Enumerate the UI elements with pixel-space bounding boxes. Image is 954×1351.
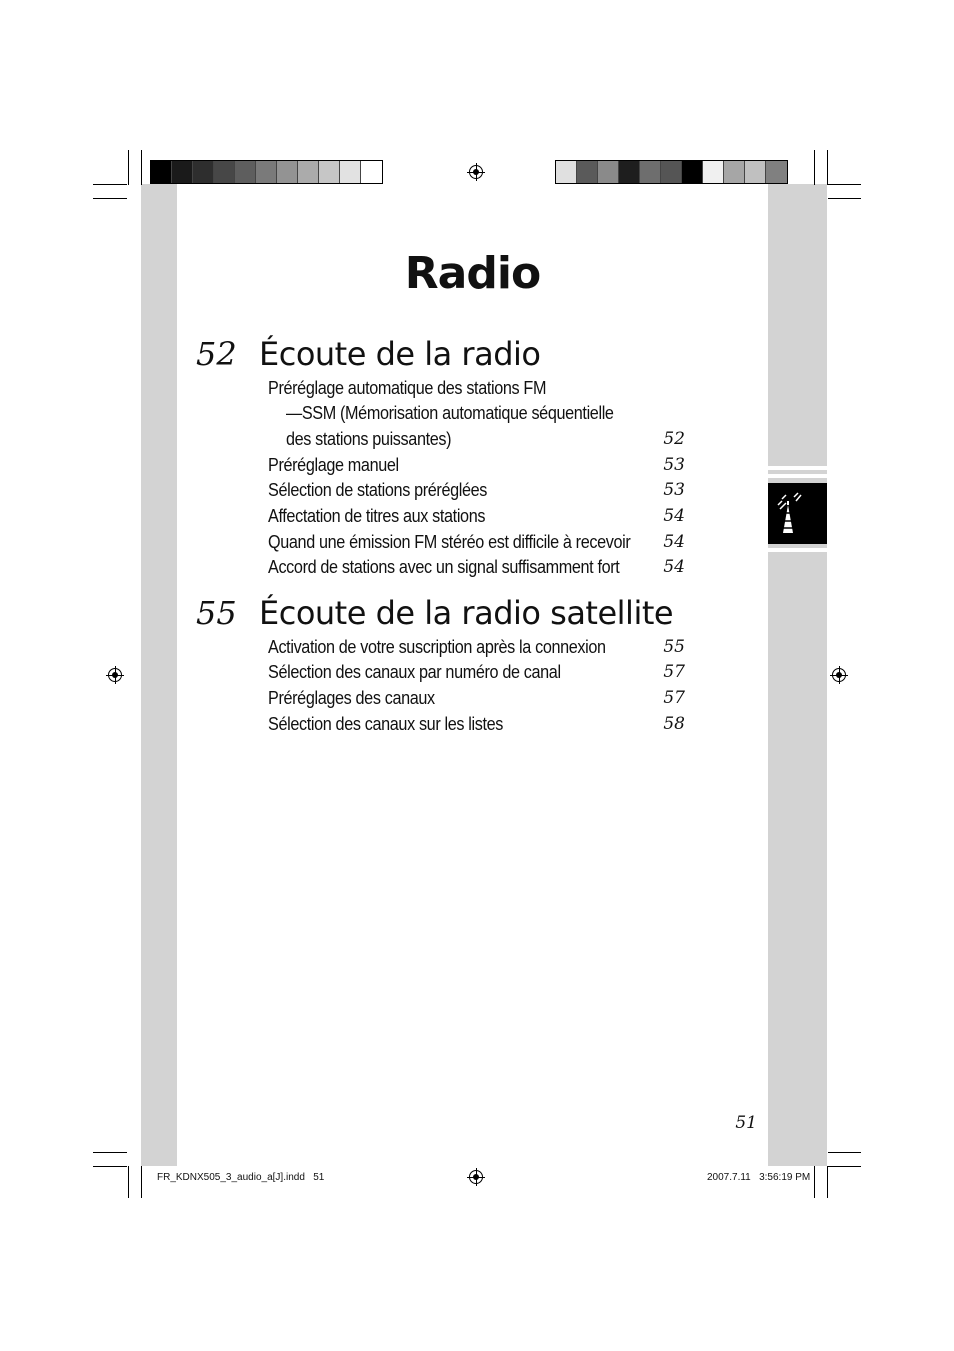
toc-entry: Affectation de titres aux stations [268,506,486,526]
color-swatch [235,161,256,183]
section-page-number: 52 [196,335,237,373]
color-swatch [598,161,619,183]
toc-entry: Préréglage manuel [268,455,399,475]
toc-page-number: 55 [663,637,685,657]
toc-page-number: 57 [663,688,685,708]
section-page-number: 55 [196,594,237,632]
toc-entry: Préréglages des canaux [268,688,435,708]
color-swatch [619,161,640,183]
section-title: Écoute de la radio satellite [259,594,674,632]
color-swatch [277,161,298,183]
toc-entry: des stations puissantes) [286,429,452,449]
crop-mark [93,1152,127,1153]
toc-page-number: 58 [663,714,685,734]
toc-page-number: 54 [663,532,685,552]
color-swatch [214,161,235,183]
color-swatch [340,161,361,183]
right-margin-band [768,184,827,1166]
color-swatch [766,161,787,183]
color-swatch [703,161,724,183]
toc-entry: —SSM (Mémorisation automatique séquentielle [286,403,614,423]
toc-entry: Quand une émission FM stéréo est difficile à recevoir [268,532,631,552]
page-number: 51 [735,1113,757,1133]
toc-page-number: 57 [663,662,685,682]
toc-page-number: 54 [663,506,685,526]
toc-entry: Activation de votre suscription après la connexion [268,637,606,657]
crop-mark [828,184,861,185]
toc-page-number: 54 [663,557,685,577]
section-title: Écoute de la radio [259,335,541,373]
tab-divider [768,548,827,552]
color-swatch [298,161,319,183]
color-swatch [172,161,193,183]
print-timestamp: 2007.7.11 3:56:19 PM [707,1172,811,1183]
crop-mark [828,1152,861,1153]
left-margin-band [141,184,177,1166]
color-calibration-bar-right [555,160,788,184]
color-calibration-bar-left [150,160,383,184]
toc-entry: Préréglage automatique des stations FM [268,378,547,398]
toc-entry: Accord de stations avec un signal suffisamment fort [268,557,620,577]
color-swatch [724,161,745,183]
crop-mark [814,1166,815,1198]
registration-mark-icon [469,1170,483,1184]
toc-page-number: 53 [663,480,685,500]
color-swatch [661,161,682,183]
color-swatch [682,161,703,183]
registration-mark-icon [832,668,846,682]
crop-mark [93,184,127,185]
color-swatch [151,161,172,183]
crop-mark [827,1166,828,1198]
crop-mark [141,150,142,185]
toc-entry: Sélection des canaux sur les listes [268,714,504,734]
color-swatch [556,161,577,183]
tab-divider [768,466,827,470]
crop-mark [93,1166,127,1167]
color-swatch [745,161,766,183]
crop-mark [814,150,815,185]
color-swatch [577,161,598,183]
crop-mark [141,1166,142,1198]
crop-mark [828,198,861,199]
crop-mark [128,1166,129,1198]
crop-mark [93,198,127,199]
color-swatch [319,161,340,183]
file-slug: FR_KDNX505_3_audio_a[J].indd 51 [157,1172,325,1183]
toc-page-number: 53 [663,455,685,475]
page-title: Radio [404,248,541,299]
registration-mark-icon [108,668,122,682]
color-swatch [256,161,277,183]
color-swatch [640,161,661,183]
crop-mark [828,1166,861,1167]
crop-mark [128,150,129,185]
toc-entry: Sélection de stations préréglées [268,480,488,500]
radio-antenna-icon [768,483,827,544]
color-swatch [193,161,214,183]
toc-entry: Sélection des canaux par numéro de canal [268,662,561,682]
color-swatch [361,161,382,183]
tab-divider [768,474,827,478]
toc-page-number: 52 [663,429,685,449]
registration-mark-icon [469,165,483,179]
crop-mark [827,150,828,185]
